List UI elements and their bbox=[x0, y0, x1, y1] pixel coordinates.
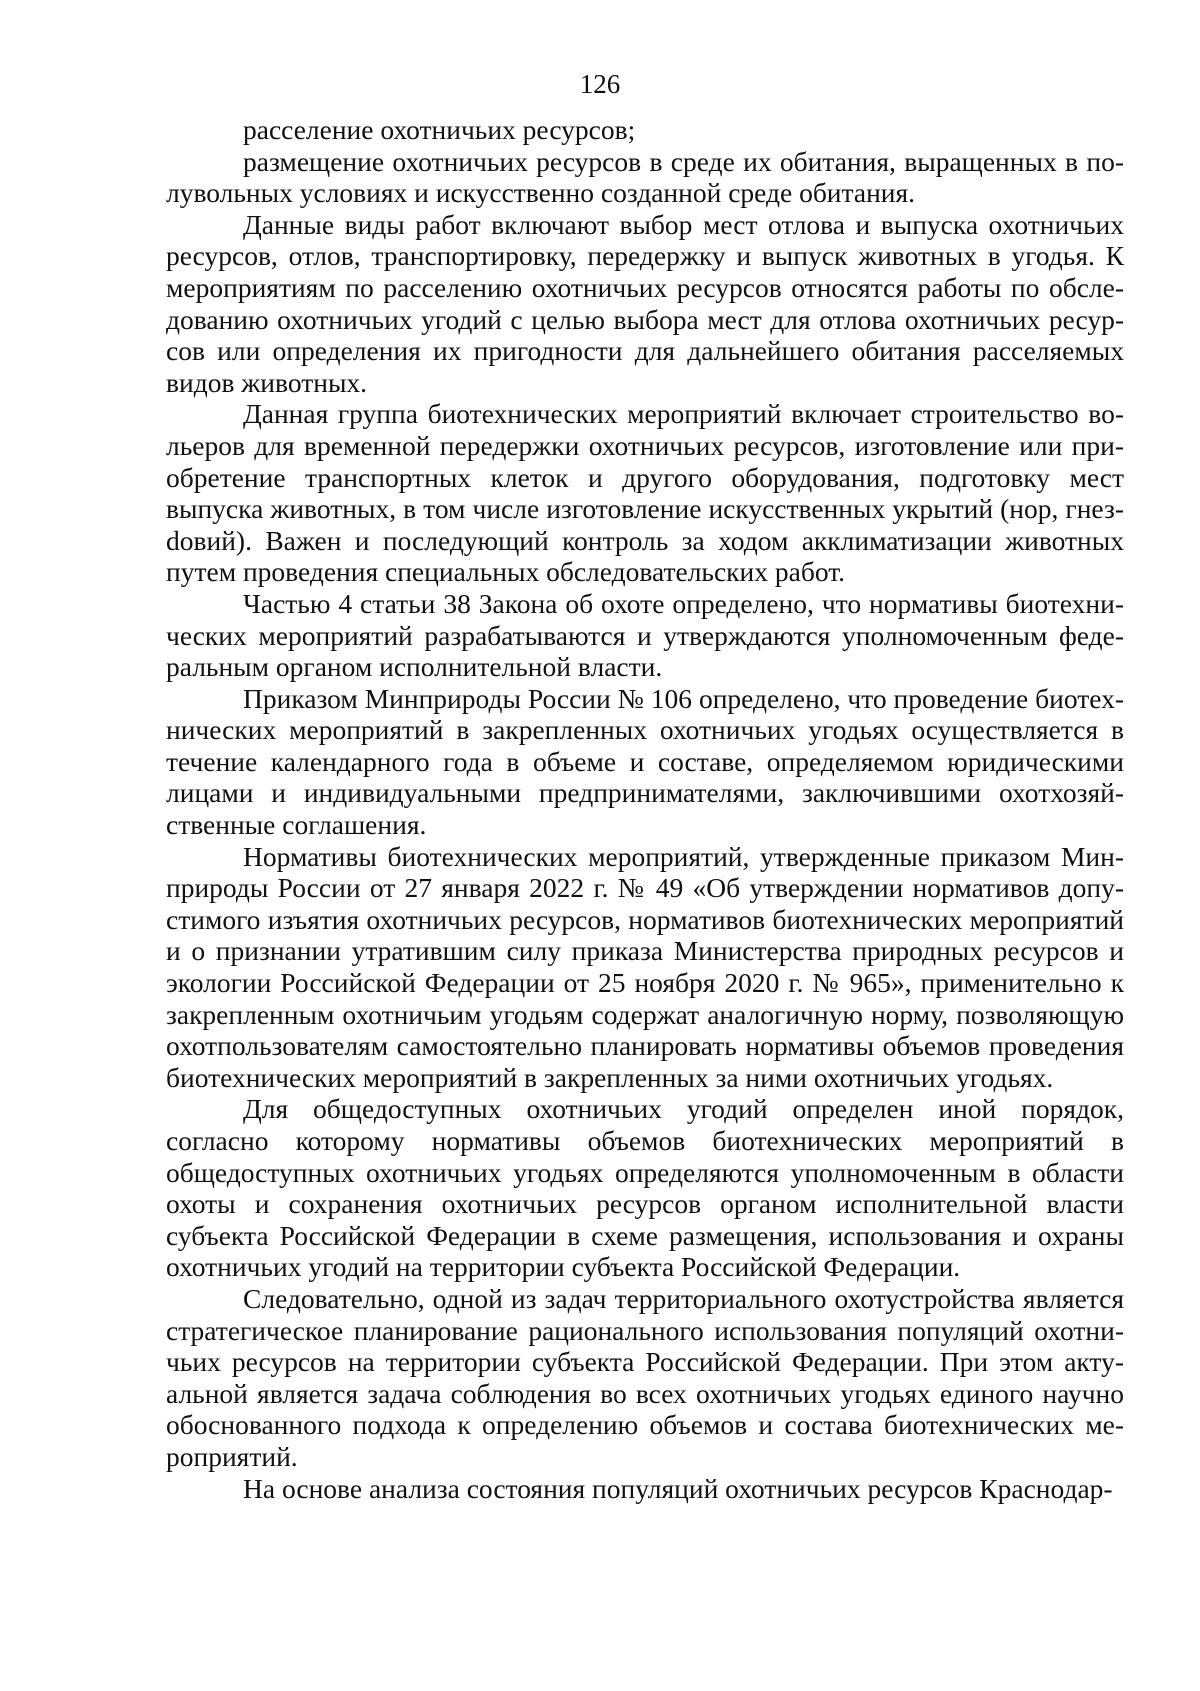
paragraph-8: Для общедоступных охотничьих угодий определен иной порядок, согласно которому нормативы объемов биотехнических мероприятий в общедоступных охотничьих угодьях определяются уполномоченным в области охоты и сохранения охотничьих ресурсов органом исполнительной власти субъекта Российской Федерации в схеме размещения, использования и охраны охотничьих угодий на территории субъекта Российской Федерации. bbox=[166, 1093, 1124, 1283]
paragraph-9: Следовательно, одной из задач территориального охотустройства является стратегическое планирование рационального использования популяций охотничьих ресурсов на территории субъекта Российской Федерации. При этом актуальной является задача соблюдения во всех охотничьих угодьях единого научно обоснованного подхода к определению объемов и состава биотехнических мероприятий. bbox=[166, 1282, 1124, 1472]
body-text bbox=[166, 114, 1124, 1504]
paragraph-7: Нормативы биотехнических мероприятий, утвержденные приказом Минприроды России от 27 января 2022 г. № 49 «Об утверждении нормативов допустимого изъятия охотничьих ресурсов, нормативов биотехнических мероприятий и о признании утратившим силу приказа Министерства природных ресурсов и экологии Российской Федерации от 25 ноября 2020 г. № 965», применительно к закрепленным охотничьим угодьям содержат аналогичную норму, позволяющую охотпользователям самостоятельно планировать нормативы объемов проведения биотехнических мероприятий в закрепленных за ними охотничьих угодьях. bbox=[166, 840, 1124, 1093]
paragraph-10: На основе анализа состояния популяций охотничьих ресурсов Краснодар- bbox=[243, 1472, 1113, 1504]
paragraph-4: Данная группа биотехнических мероприятий включает строительство вольеров для временной передержки охотничьих ресурсов, изготовление или приобретение транспортных клеток и другого оборудования, подготовку мест выпуска животных, в том числе изготовление искусственных укрытий (нор, гнезdовий). Важен и последующий контроль за ходом акклиматизации животных путем проведения специальных обследовательских работ. bbox=[166, 398, 1124, 588]
paragraph-2: размещение охотничьих ресурсов в среде их обитания, выращенных в полувольных условиях и искусственно созданной среде обитания. bbox=[166, 145, 1124, 209]
paragraph-1: расселение охотничьих ресурсов; bbox=[243, 114, 636, 145]
paragraph-6: Приказом Минприроды России № 106 определено, что проведение биотехнических мероприятий в закрепленных охотничьих угодьях осуществляется в течение календарного года в объеме и составе, определяемом юридическими лицами и индивидуальными предпринимателями, заключившими охотхозяйственные соглашения. bbox=[166, 682, 1124, 841]
paragraph-3: Данные виды работ включают выбор мест отлова и выпуска охотничьих ресурсов, отлов, транспортировку, передержку и выпуск животных в угодья. К мероприятиям по расселению охотничьих ресурсов относятся работы по обследованию охотничьих угодий с целью выбора мест для отлова охотничьих ресурсов или определения их пригодности для дальнейшего обитания расселяемых видов животных. bbox=[166, 208, 1124, 398]
paragraph-5: Частью 4 статьи 38 Закона об охоте определено, что нормативы биотехнических мероприятий разрабатываются и утверждаются уполномоченным федеральным органом исполнительной власти. bbox=[166, 587, 1124, 683]
page-number: 126 bbox=[579, 69, 621, 99]
